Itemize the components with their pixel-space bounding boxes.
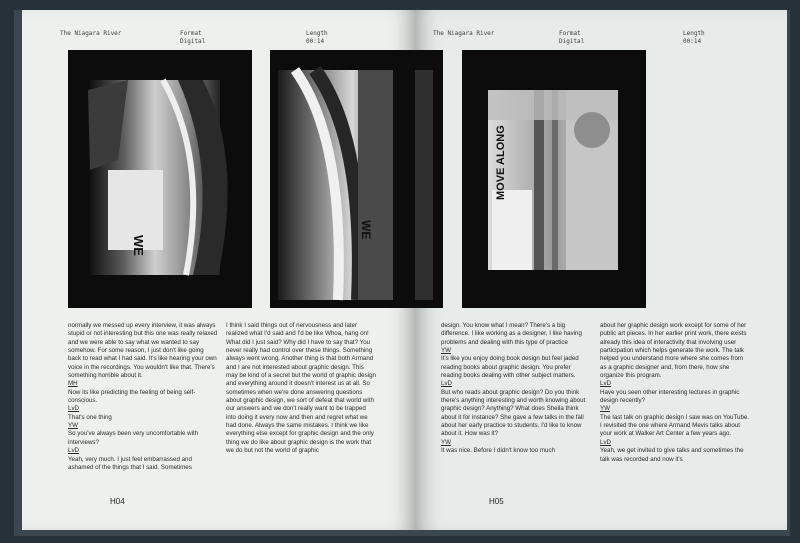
right-page <box>415 10 787 530</box>
paragraph: design. You know what I mean? There's a big difference. I like working as a designer, I like having problems and dealing with this type of practice <box>441 322 582 346</box>
text-column-left-1 <box>68 322 218 472</box>
length-value: 00:14 <box>683 38 702 45</box>
photo-sign-text-middle: WE <box>359 220 373 240</box>
header-title: The Niagara River <box>60 30 122 37</box>
speaker-label: LvD <box>441 380 453 388</box>
paragraph: Yeah, very much. I just feel embarrassed and ashamed of the things that I said. Sometimes <box>68 455 192 471</box>
speaker-label: YW <box>441 438 451 446</box>
format-label: Format <box>180 30 202 37</box>
header-title: The Niagara River <box>433 30 495 37</box>
paragraph: Have you seen other interesting lectures in graphic design recently? <box>600 388 740 405</box>
speaker-label: YW <box>600 405 610 413</box>
speaker-label: LvD <box>600 380 612 388</box>
paragraph: Yeah, we get invited to give talks and sometimes the talk was recorded and now it's <box>600 447 744 463</box>
photo-film-still-middle-continued <box>415 50 443 308</box>
text-column-right-2 <box>600 322 750 464</box>
left-page <box>22 10 415 530</box>
paragraph: normally we messed up every interview, it was always stupid or not interesting but this one was really relaxed and we were able to say what we wanted to say somehow. For some reason, I just don't like going back to read what I had said. It's like hearing your own voice in the recordings. You wouldn't like that. There's something horrible about it. <box>68 322 218 380</box>
paragraph: But who reads about graphic design? Do you think there's anything interesting and worth knowing about graphic design? Anything? What does Sheila think about it for instance? She gave a few talks in the fall about her early practice to students. I'd like to know about it. How was it? <box>441 388 586 438</box>
paragraph: It's like you enjoy doing book design but feel jaded reading books about graphic design. You prefer reading books dealing with other subject matters. <box>441 355 579 380</box>
photo-film-still-right <box>462 50 646 308</box>
paragraph: about her graphic design work except for some of her public art pieces. In her earlier print work, there exists already this idea of interactivity that involving user participation which helps generate the work. The talk helped you understand more where she comes from as a graphic designer and, from there, how she organize this program. <box>600 322 747 380</box>
page-number-right: H05 <box>489 497 504 506</box>
format-value: Digital <box>180 38 206 45</box>
header-length <box>683 30 705 46</box>
length-label: Length <box>683 30 705 37</box>
paragraph: That's one thing <box>68 413 112 421</box>
speaker-label: MH <box>68 380 78 388</box>
speaker-label: LvD <box>600 438 612 446</box>
header-format <box>180 30 205 46</box>
paragraph: The last talk on graphic design I saw was on YouTube. I revisited the one where Armand Mevis talks about your work at Walker Art Center a few years ago. <box>600 413 750 438</box>
paragraph: Now its like predicting the feeling of being self-conscious. <box>68 388 196 405</box>
header-format <box>559 30 584 46</box>
paragraph: I think I said things out of nervousness and later realized what I'd said and I'd be like Whoa, hang on! What did I just said? Why did I have to say that? You never really had control over these things. Something always went wrong. Another thing is that both Armand and I are not interested about graphic design. This may be kind of a secret but the world of graphic design and everything around it doesn't interest us at all. So sometimes when we're done answering questions about graphic design, we sort of defeat that world with our answers and we don't really want to be trapped into doing it every now and then and regret what we had done. Always the same mistakes. I think we like everything else except for graphic design and the only thing we do like about graphic design is the work that we do but not the world of graphic <box>226 322 376 455</box>
text-column-right-1 <box>441 322 589 456</box>
paragraph: So you've always been very uncomfortable with interviews? <box>68 430 199 446</box>
length-label: Length <box>306 30 328 37</box>
speaker-label: LvD <box>68 447 80 455</box>
photo-film-still-left <box>68 50 252 308</box>
photo-sign-text-left: WE <box>131 235 146 256</box>
speaker-label: LvD <box>68 405 80 413</box>
speaker-label: YW <box>68 422 78 430</box>
photo-film-still-middle <box>270 50 415 308</box>
format-label: Format <box>559 30 581 37</box>
format-value: Digital <box>559 38 585 45</box>
paragraph: It was nice. Before I didn't know too much <box>441 447 555 455</box>
text-column-left-2 <box>226 322 376 456</box>
magazine-spread <box>14 10 790 536</box>
speaker-label: YW <box>441 347 451 355</box>
page-number-left: H04 <box>110 497 125 506</box>
length-value: 00:14 <box>306 38 325 45</box>
header-length <box>306 30 328 46</box>
photo-sign-text-right: MOVE ALONG <box>495 125 507 200</box>
